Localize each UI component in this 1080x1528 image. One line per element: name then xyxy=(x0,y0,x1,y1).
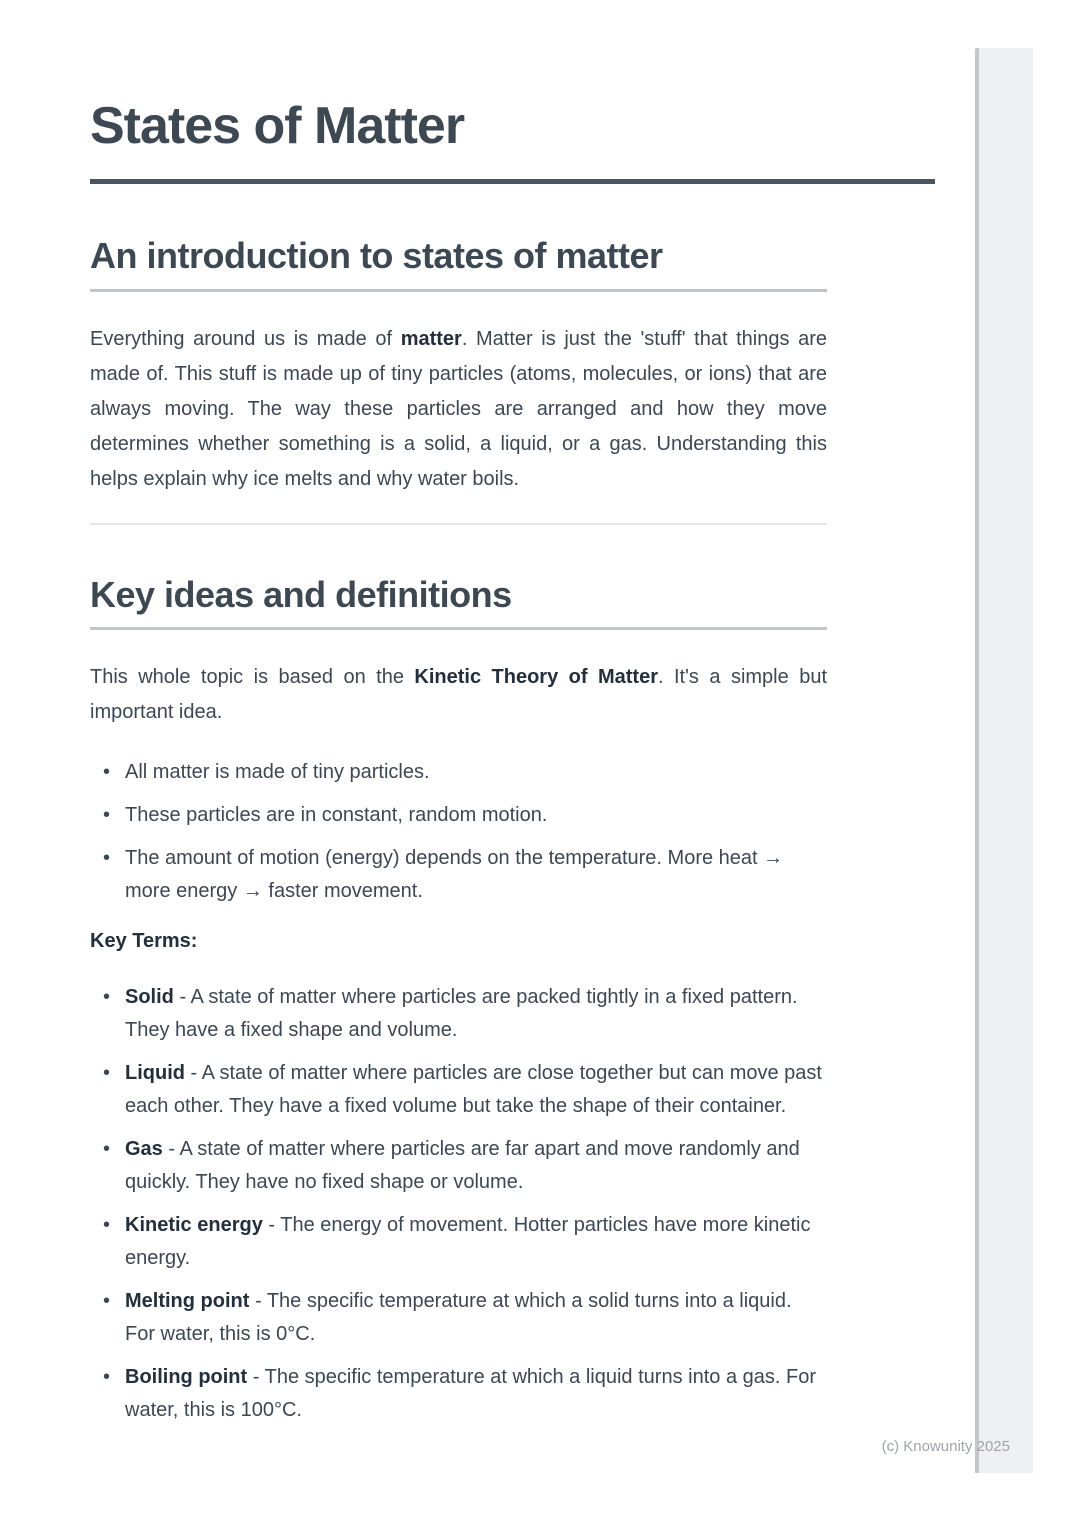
bold-term: Melting point xyxy=(125,1290,250,1313)
list-item xyxy=(125,756,827,789)
list-item xyxy=(125,1285,827,1351)
text-run: - A state of matter where particles are far apart and move randomly and quickly. They have no fixed shape or volume. xyxy=(125,1138,800,1194)
scrollbar-track[interactable] xyxy=(975,48,1033,1473)
list-item xyxy=(125,1209,827,1275)
text-run: - A state of matter where particles are packed tightly in a fixed pattern. They have a fixed shape and volume. xyxy=(125,986,798,1042)
text-run: The amount of motion (energy) depends on the temperature. More heat → more energy → faster movement. xyxy=(125,847,784,903)
bold-term: Boiling point xyxy=(125,1366,248,1389)
section-heading: Key ideas and definitions xyxy=(90,573,512,615)
text-run: - The energy of movement. Hotter particles have more kinetic energy. xyxy=(125,1214,811,1270)
list-item xyxy=(125,1133,827,1199)
section-key-ideas xyxy=(90,575,827,1428)
heading-rule xyxy=(90,289,827,292)
key-terms-label: Key Terms: xyxy=(90,930,198,953)
kinetic-theory-list xyxy=(90,756,827,908)
document-content xyxy=(90,0,935,1437)
list-item xyxy=(125,1057,827,1123)
section-divider xyxy=(90,523,827,525)
page-title: States of Matter xyxy=(90,97,465,155)
text-run: These particles are in constant, random motion. xyxy=(125,804,548,827)
list-item xyxy=(125,799,827,832)
bold-term: Gas xyxy=(125,1138,163,1161)
bold-term: matter xyxy=(400,327,462,350)
list-item xyxy=(125,1361,827,1427)
section-heading: An introduction to states of matter xyxy=(90,235,663,277)
text-run: All matter is made of tiny particles. xyxy=(125,761,430,784)
bold-term: Kinetic Theory of Matter xyxy=(414,666,658,689)
text-run: . Matter is just the 'stuff' that things are made of. This stuff is made up of tiny particles (atoms, molecules, or ions) that are always moving. The way these particles are arranged and how they move determines whether something is a solid, a liquid, or a gas. Understanding this helps explain why ice melts and why water boils. xyxy=(90,327,827,490)
list-item xyxy=(125,981,827,1047)
key-terms-list xyxy=(90,981,827,1427)
bold-term: Liquid xyxy=(125,1062,185,1085)
text-run: Everything around us is made of xyxy=(90,327,401,350)
intro-paragraph xyxy=(90,322,827,497)
title-rule xyxy=(90,179,935,184)
bold-term: Kinetic energy xyxy=(125,1214,263,1237)
section-introduction xyxy=(90,236,827,525)
text-run: - A state of matter where particles are close together but can move past each other. They have a fixed volume but take the shape of their container. xyxy=(125,1062,822,1118)
text-run: - The specific temperature at which a liquid turns into a gas. For water, this is 100°C. xyxy=(125,1366,816,1422)
bold-term: Solid xyxy=(125,986,174,1009)
text-run: - The specific temperature at which a solid turns into a liquid. For water, this is 0°C. xyxy=(125,1290,792,1346)
list-item xyxy=(125,842,827,908)
text-run: . It's a simple but important idea. xyxy=(90,666,827,724)
text-run: This whole topic is based on the xyxy=(90,666,415,689)
key-ideas-paragraph xyxy=(90,660,827,730)
watermark-text: (c) Knowunity 2025 xyxy=(881,1438,1010,1455)
heading-rule xyxy=(90,627,827,630)
